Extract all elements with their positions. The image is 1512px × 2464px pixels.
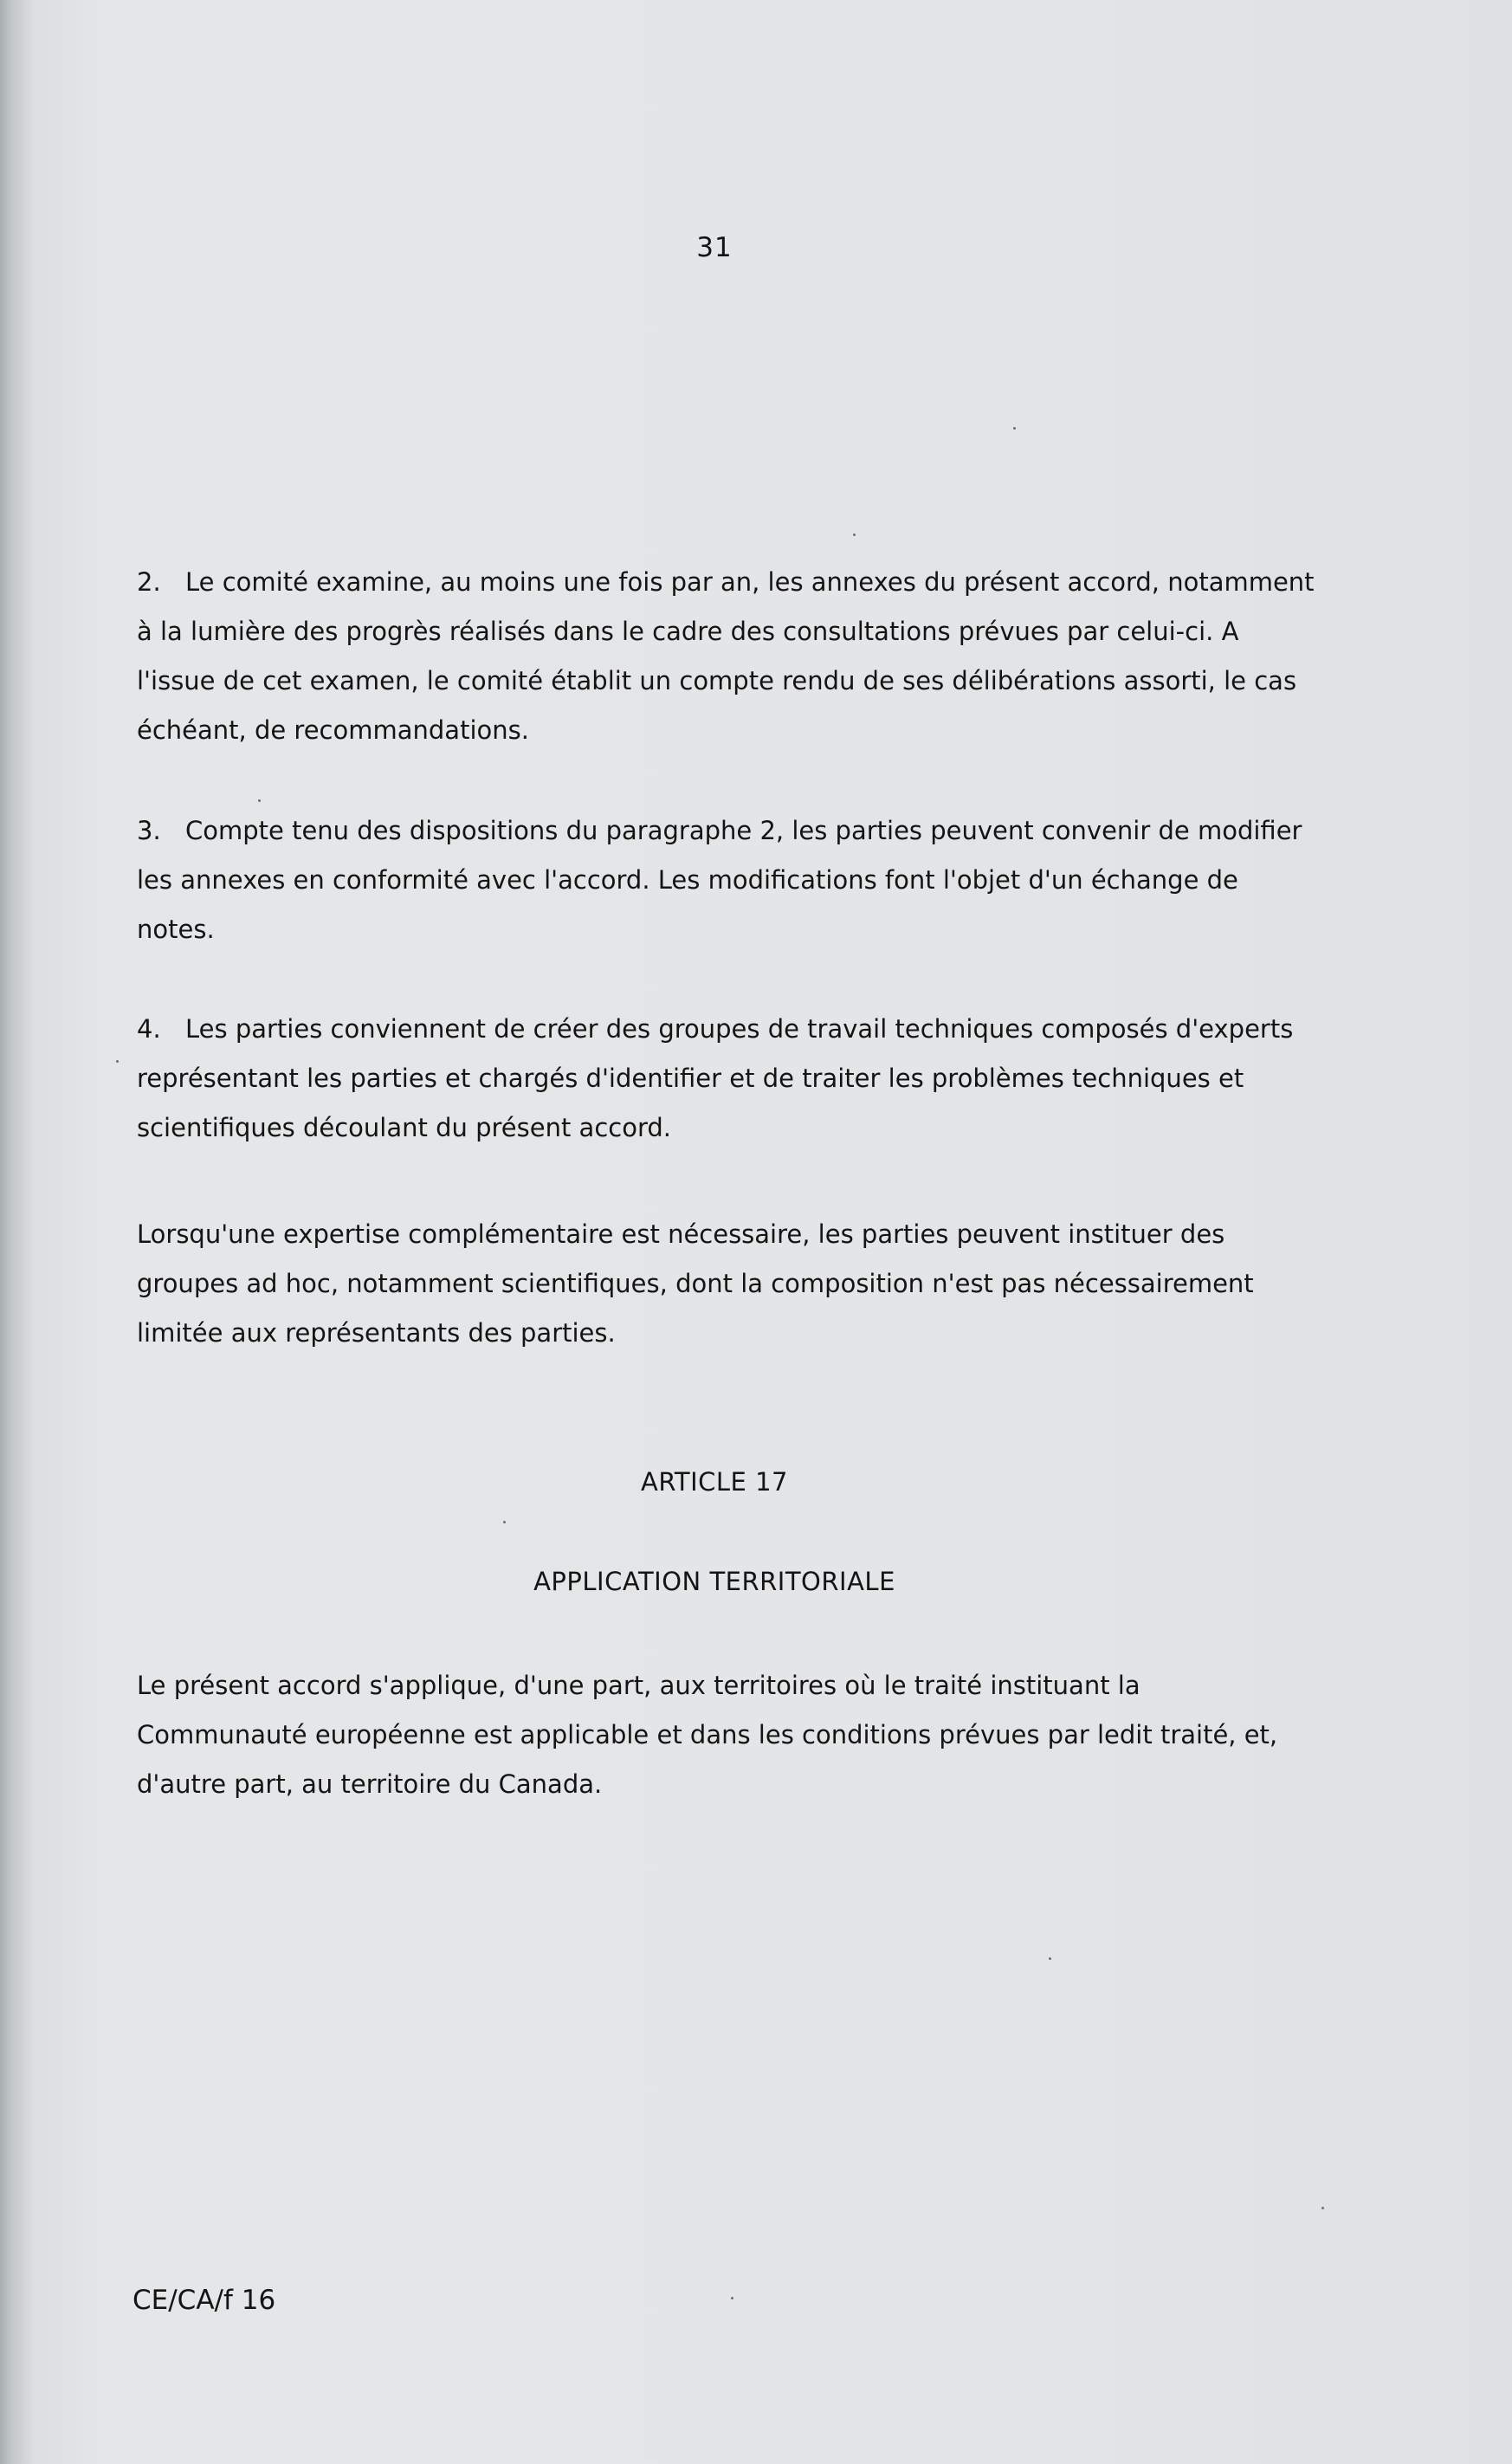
paper-speck bbox=[1013, 427, 1016, 430]
paragraph-2 bbox=[137, 558, 1315, 755]
paragraph-text: Lorsqu'une expertise complémentaire est nécessaire, les parties peuvent instituer des groupes ad hoc, notamment scientifiques, dont la composition n'est pas nécessairement limitée aux représentants des parties. bbox=[137, 1219, 1254, 1348]
paper-speck bbox=[853, 534, 856, 536]
article-title: ARTICLE 17 bbox=[641, 1467, 788, 1497]
paragraph-text: Le comité examine, au moins une fois par an, les annexes du présent accord, notamment à la lumière des progrès réalisés dans le cadre des consultations prévues par celui-ci. A l'issue de cet examen, le comité établit un compte rendu de ses délibérations assorti, le cas échéant, de recommandations. bbox=[137, 567, 1315, 745]
paragraph-number: 2. bbox=[137, 567, 161, 597]
paragraph-number: 3. bbox=[137, 816, 161, 845]
paper-speck bbox=[503, 1521, 506, 1523]
paper-speck bbox=[258, 799, 261, 802]
paragraph-number: 4. bbox=[137, 1014, 161, 1044]
paragraph-text: Le présent accord s'applique, d'une part, aux territoires où le traité instituant la Communauté européenne est applicable et dans les conditions prévues par ledit traité, et, d'autre part, au territoire du Canada. bbox=[137, 1671, 1278, 1799]
paper-speck bbox=[116, 1060, 119, 1063]
paragraph-4 bbox=[137, 1005, 1315, 1153]
paragraph-text: Compte tenu des dispositions du paragraphe 2, les parties peuvent convenir de modifier les annexes en conformité avec l'accord. Les modifications font l'objet d'un échange de notes. bbox=[137, 816, 1302, 944]
paper-speck bbox=[1049, 1957, 1051, 1960]
paragraph-expertise bbox=[137, 1210, 1315, 1358]
article-paragraph bbox=[137, 1661, 1315, 1809]
paper-speck bbox=[731, 2297, 733, 2299]
page-number: 31 bbox=[696, 232, 733, 263]
paper-speck bbox=[1321, 2207, 1324, 2209]
paragraph-3 bbox=[137, 806, 1315, 954]
article-subtitle: APPLICATION TERRITORIALE bbox=[533, 1567, 895, 1596]
paragraph-text: Les parties conviennent de créer des groupes de travail techniques composés d'experts représentant les parties et chargés d'identifier et de traiter les problèmes techniques et scientifiques découlant du présent accord. bbox=[137, 1014, 1294, 1142]
document-reference: CE/CA/f 16 bbox=[132, 2285, 276, 2316]
